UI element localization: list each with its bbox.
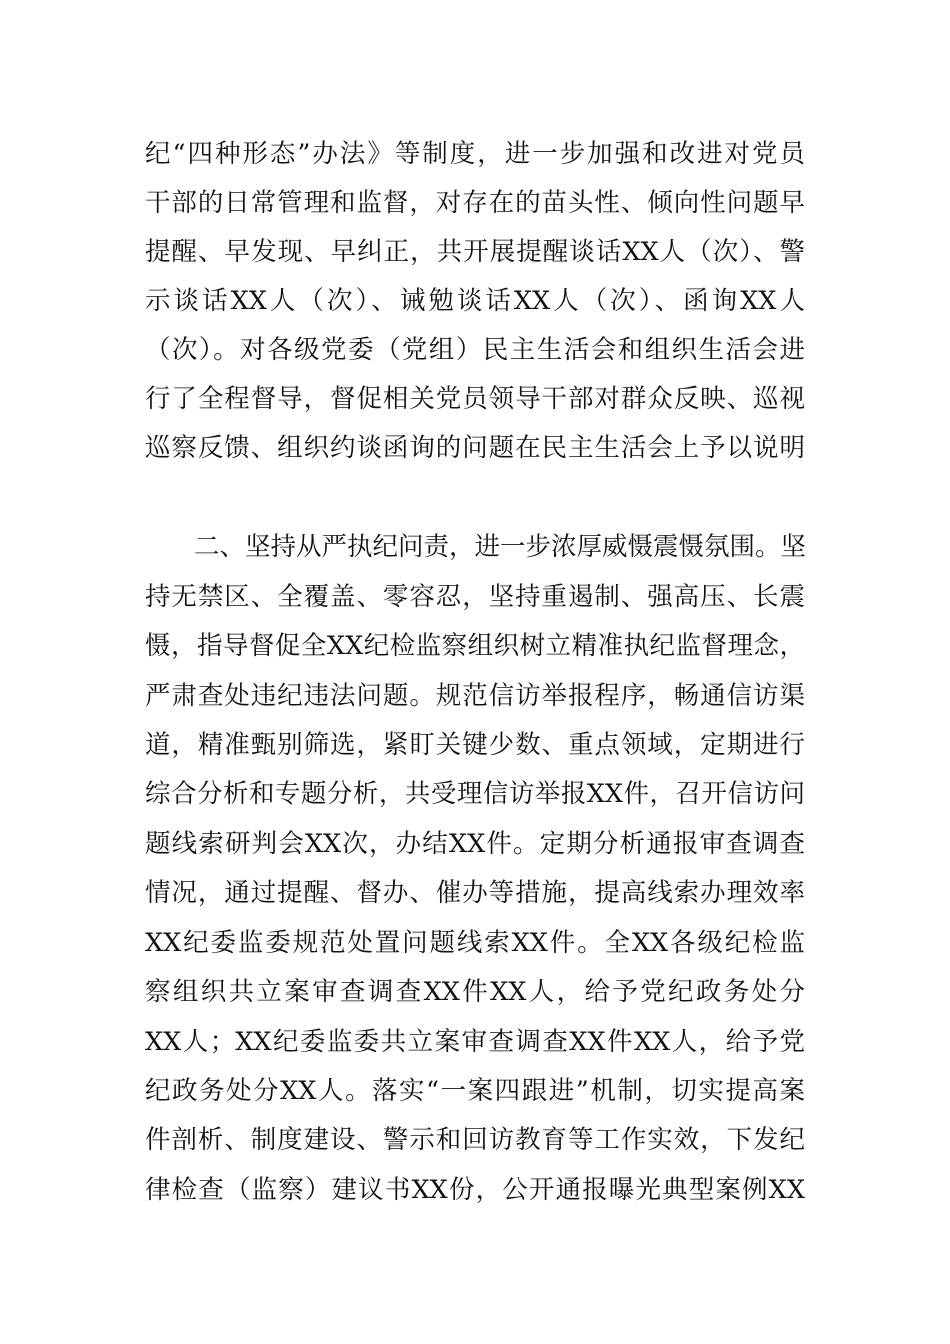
paragraph-line: 情况，通过提醒、督办、催办等措施，提高线索办理效率: [145, 878, 805, 908]
paragraph-line: 干部的日常管理和监督，对存在的苗头性、倾向性问题早: [145, 188, 805, 218]
paragraph-line: 持无禁区、全覆盖、零容忍，坚持重遏制、强高压、长震: [145, 582, 805, 612]
paragraph-line-indented: 二、坚持从严执纪问责，进一步浓厚威慑震慑氛围。坚: [194, 532, 807, 562]
paragraph-line: （次）。对各级党委（党组）民主生活会和组织生活会进: [145, 335, 805, 365]
paragraph-line: 慑，指导督促全XX纪检监察组织树立精准执纪监督理念，: [145, 631, 805, 661]
paragraph-line: 示谈话XX人（次）、诫勉谈话XX人（次）、函询XX人: [145, 286, 805, 316]
paragraph-line: 巡察反馈、组织约谈函询的问题在民主生活会上予以说明: [145, 433, 805, 463]
paragraph-line: 纪“四种形态”办法》等制度，进一步加强和改进对党员: [145, 139, 805, 169]
paragraph-line: 严肃查处违纪违法问题。规范信访举报程序，畅通信访渠: [145, 681, 805, 711]
paragraph-line: 件剖析、制度建设、警示和回访教育等工作实效，下发纪: [145, 1125, 805, 1155]
paragraph-line: 道，精准甄别筛选，紧盯关键少数、重点领域，定期进行: [145, 730, 805, 760]
paragraph-line: 行了全程督导，督促相关党员领导干部对群众反映、巡视: [145, 384, 805, 414]
paragraph-line: XX纪委监委规范处置问题线索XX件。全XX各级纪检监: [145, 928, 805, 958]
paragraph-line: 提醒、早发现、早纠正，共开展提醒谈话XX人（次）、警: [145, 237, 805, 267]
paragraph-line: 题线索研判会XX次，办结XX件。定期分析通报审查调查: [145, 829, 805, 859]
paragraph-line: 综合分析和专题分析，共受理信访举报XX件，召开信访问: [145, 779, 805, 809]
paragraph-line: 律检查（监察）建议书XX份，公开通报曝光典型案例XX: [145, 1175, 805, 1205]
paragraph-line: 纪政务处分XX人。落实“一案四跟进”机制，切实提高案: [145, 1076, 805, 1106]
paragraph-line: 察组织共立案审查调查XX件XX人，给予党纪政务处分: [145, 977, 805, 1007]
paragraph-line: XX人；XX纪委监委共立案审查调查XX件XX人，给予党: [145, 1027, 805, 1057]
